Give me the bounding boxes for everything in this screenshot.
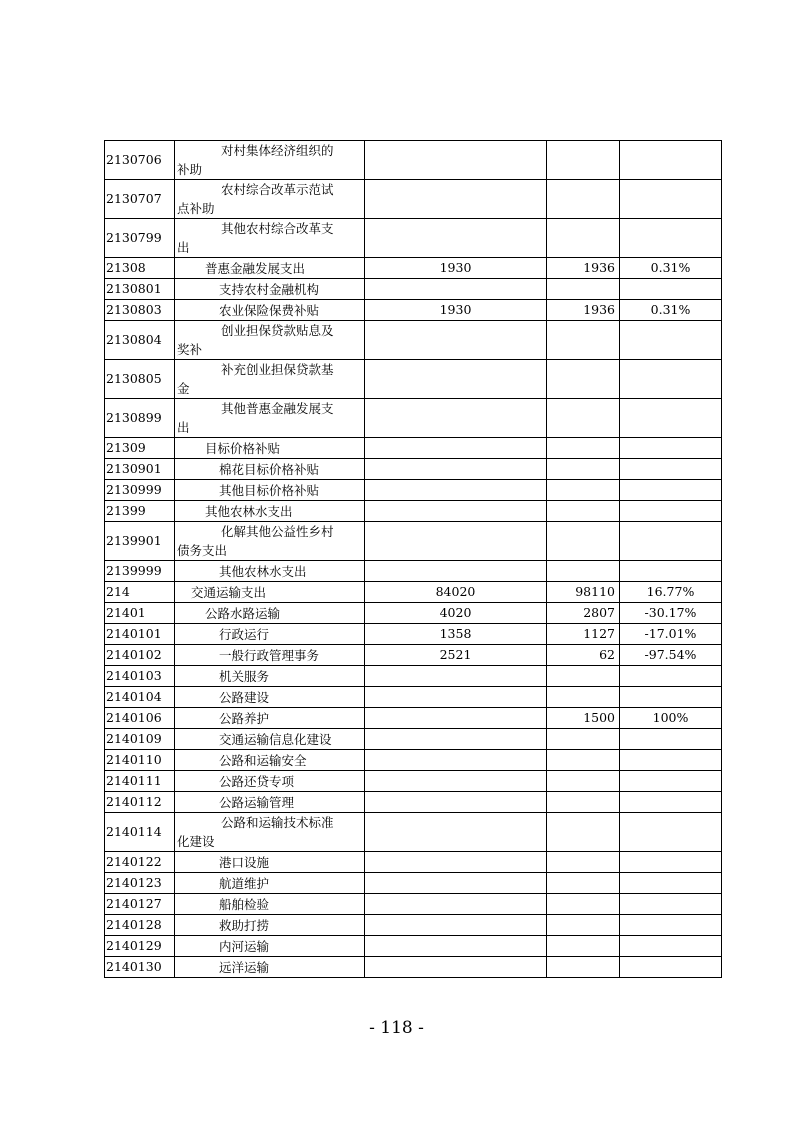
row-value-budget xyxy=(365,480,547,501)
row-name: 公路还贷专项 xyxy=(175,771,365,792)
row-name: 棉花目标价格补贴 xyxy=(175,459,365,480)
row-change-percent: -17.01% xyxy=(620,624,722,645)
row-change-percent xyxy=(620,501,722,522)
row-value-current xyxy=(547,666,620,687)
row-change-percent xyxy=(620,792,722,813)
row-change-percent: -30.17% xyxy=(620,603,722,624)
row-name: 支持农村金融机构 xyxy=(175,279,365,300)
table-row xyxy=(105,582,722,603)
row-code: 2130804 xyxy=(105,321,175,360)
row-value-current xyxy=(547,522,620,561)
table-row xyxy=(105,459,722,480)
row-name: 船舶检验 xyxy=(175,894,365,915)
row-code: 2140110 xyxy=(105,750,175,771)
table-row xyxy=(105,645,722,666)
row-change-percent xyxy=(620,141,722,180)
row-code: 2140104 xyxy=(105,687,175,708)
row-value-current: 62 xyxy=(547,645,620,666)
row-code: 2140106 xyxy=(105,708,175,729)
row-value-current xyxy=(547,480,620,501)
row-code: 2140128 xyxy=(105,915,175,936)
row-name-line2: 点补助 xyxy=(177,201,215,216)
table-row xyxy=(105,771,722,792)
row-value-current: 1127 xyxy=(547,624,620,645)
row-change-percent xyxy=(620,459,722,480)
row-value-current xyxy=(547,750,620,771)
row-name: 公路水路运输 xyxy=(175,603,365,624)
row-name: 公路运输管理 xyxy=(175,792,365,813)
row-name-line2: 补助 xyxy=(177,162,203,177)
table-row xyxy=(105,522,722,561)
row-change-percent xyxy=(620,360,722,399)
row-value-current xyxy=(547,894,620,915)
row-value-current xyxy=(547,687,620,708)
row-value-budget xyxy=(365,399,547,438)
row-change-percent xyxy=(620,219,722,258)
row-name-line1: 公路和运输技术标准 xyxy=(221,815,334,830)
row-code: 2140101 xyxy=(105,624,175,645)
row-name-line2: 债务支出 xyxy=(177,543,228,558)
row-code: 2140103 xyxy=(105,666,175,687)
row-value-budget: 4020 xyxy=(365,603,547,624)
page-number: - 118 - xyxy=(369,1018,424,1038)
row-value-current xyxy=(547,438,620,459)
table-row xyxy=(105,894,722,915)
row-name-line1: 化解其他公益性乡村 xyxy=(221,524,334,539)
row-value-budget xyxy=(365,219,547,258)
row-code: 214 xyxy=(105,582,175,603)
row-value-budget xyxy=(365,141,547,180)
row-code: 2130801 xyxy=(105,279,175,300)
row-change-percent xyxy=(620,561,722,582)
row-name: 机关服务 xyxy=(175,666,365,687)
row-change-percent xyxy=(620,321,722,360)
table-row xyxy=(105,438,722,459)
row-value-current xyxy=(547,771,620,792)
row-name: 航道维护 xyxy=(175,873,365,894)
row-name: 一般行政管理事务 xyxy=(175,645,365,666)
row-name: 远洋运输 xyxy=(175,957,365,978)
row-code: 2130901 xyxy=(105,459,175,480)
row-change-percent xyxy=(620,399,722,438)
row-code: 21399 xyxy=(105,501,175,522)
row-code: 2130805 xyxy=(105,360,175,399)
table-row xyxy=(105,141,722,180)
row-value-current: 2807 xyxy=(547,603,620,624)
row-value-current xyxy=(547,792,620,813)
row-value-budget: 1930 xyxy=(365,300,547,321)
row-value-current xyxy=(547,321,620,360)
row-name xyxy=(175,360,365,399)
row-change-percent xyxy=(620,279,722,300)
row-value-budget xyxy=(365,957,547,978)
row-value-budget xyxy=(365,438,547,459)
table-row xyxy=(105,219,722,258)
row-value-current xyxy=(547,729,620,750)
table-row xyxy=(105,792,722,813)
row-name xyxy=(175,141,365,180)
table-row xyxy=(105,687,722,708)
row-code: 2140102 xyxy=(105,645,175,666)
row-value-current xyxy=(547,501,620,522)
row-value-current xyxy=(547,957,620,978)
row-name xyxy=(175,219,365,258)
row-code: 2140122 xyxy=(105,852,175,873)
row-name xyxy=(175,522,365,561)
row-value-budget xyxy=(365,687,547,708)
row-change-percent xyxy=(620,771,722,792)
row-code: 2130899 xyxy=(105,399,175,438)
row-code: 2140123 xyxy=(105,873,175,894)
row-name: 公路建设 xyxy=(175,687,365,708)
table-row xyxy=(105,501,722,522)
row-value-current: 1500 xyxy=(547,708,620,729)
row-value-current: 98110 xyxy=(547,582,620,603)
table-row xyxy=(105,480,722,501)
row-value-budget xyxy=(365,561,547,582)
row-name: 救助打捞 xyxy=(175,915,365,936)
row-change-percent xyxy=(620,915,722,936)
row-code: 21309 xyxy=(105,438,175,459)
table-row xyxy=(105,561,722,582)
budget-table xyxy=(104,140,722,978)
row-value-budget xyxy=(365,894,547,915)
row-value-budget xyxy=(365,279,547,300)
row-name-line1: 创业担保贷款贴息及 xyxy=(221,323,334,338)
row-name-line1: 补充创业担保贷款基 xyxy=(221,362,334,377)
row-code: 2130707 xyxy=(105,180,175,219)
row-change-percent xyxy=(620,687,722,708)
row-value-budget xyxy=(365,321,547,360)
row-value-budget xyxy=(365,708,547,729)
row-value-current xyxy=(547,219,620,258)
row-change-percent xyxy=(620,873,722,894)
row-name xyxy=(175,180,365,219)
row-change-percent xyxy=(620,438,722,459)
row-value-current xyxy=(547,915,620,936)
row-value-budget xyxy=(365,180,547,219)
row-value-current xyxy=(547,936,620,957)
row-name: 目标价格补贴 xyxy=(175,438,365,459)
row-name-line1: 农村综合改革示范试 xyxy=(221,182,334,197)
row-value-budget xyxy=(365,459,547,480)
row-value-budget xyxy=(365,750,547,771)
row-code: 2130799 xyxy=(105,219,175,258)
row-change-percent: 16.77% xyxy=(620,582,722,603)
row-value-current xyxy=(547,459,620,480)
row-name-line2: 出 xyxy=(177,420,190,435)
table-row xyxy=(105,957,722,978)
table-row xyxy=(105,399,722,438)
row-value-current xyxy=(547,141,620,180)
row-name xyxy=(175,813,365,852)
table-row xyxy=(105,915,722,936)
table-row xyxy=(105,300,722,321)
row-value-budget xyxy=(365,729,547,750)
row-change-percent xyxy=(620,750,722,771)
table-row xyxy=(105,624,722,645)
row-name xyxy=(175,321,365,360)
table-row xyxy=(105,750,722,771)
row-value-budget xyxy=(365,666,547,687)
table-row xyxy=(105,852,722,873)
row-name: 交通运输支出 xyxy=(175,582,365,603)
table-row xyxy=(105,666,722,687)
row-value-current xyxy=(547,360,620,399)
row-code: 2140114 xyxy=(105,813,175,852)
row-name-line1: 其他普惠金融发展支 xyxy=(221,401,334,416)
row-name: 普惠金融发展支出 xyxy=(175,258,365,279)
row-code: 2130999 xyxy=(105,480,175,501)
row-value-current xyxy=(547,852,620,873)
row-code: 2139901 xyxy=(105,522,175,561)
row-name-line1: 对村集体经济组织的 xyxy=(221,143,334,158)
row-value-current xyxy=(547,873,620,894)
row-value-budget xyxy=(365,522,547,561)
row-name: 交通运输信息化建设 xyxy=(175,729,365,750)
row-change-percent xyxy=(620,666,722,687)
row-change-percent: 0.31% xyxy=(620,258,722,279)
row-change-percent xyxy=(620,522,722,561)
row-value-current: 1936 xyxy=(547,300,620,321)
row-value-budget xyxy=(365,792,547,813)
row-name: 公路和运输安全 xyxy=(175,750,365,771)
row-change-percent xyxy=(620,894,722,915)
row-change-percent xyxy=(620,813,722,852)
row-code: 2139999 xyxy=(105,561,175,582)
row-name: 内河运输 xyxy=(175,936,365,957)
row-value-budget xyxy=(365,915,547,936)
row-name: 农业保险保费补贴 xyxy=(175,300,365,321)
row-value-current: 1936 xyxy=(547,258,620,279)
row-value-budget xyxy=(365,873,547,894)
table-row xyxy=(105,813,722,852)
row-change-percent xyxy=(620,729,722,750)
row-code: 21401 xyxy=(105,603,175,624)
row-name-line2: 金 xyxy=(177,381,190,396)
table-row xyxy=(105,603,722,624)
row-code: 2130803 xyxy=(105,300,175,321)
table-row xyxy=(105,873,722,894)
row-name-line2: 化建设 xyxy=(177,834,215,849)
row-value-budget: 84020 xyxy=(365,582,547,603)
row-value-budget xyxy=(365,936,547,957)
row-change-percent xyxy=(620,852,722,873)
row-change-percent: 0.31% xyxy=(620,300,722,321)
row-change-percent: -97.54% xyxy=(620,645,722,666)
row-name: 其他农林水支出 xyxy=(175,501,365,522)
table-body xyxy=(105,141,722,978)
row-value-budget xyxy=(365,813,547,852)
row-code: 2140109 xyxy=(105,729,175,750)
table-row xyxy=(105,279,722,300)
row-change-percent xyxy=(620,180,722,219)
row-value-budget: 1358 xyxy=(365,624,547,645)
row-value-budget xyxy=(365,771,547,792)
row-value-current xyxy=(547,399,620,438)
row-name: 其他目标价格补贴 xyxy=(175,480,365,501)
table-row xyxy=(105,180,722,219)
row-value-budget xyxy=(365,852,547,873)
row-code: 2140112 xyxy=(105,792,175,813)
row-value-current xyxy=(547,279,620,300)
row-value-current xyxy=(547,813,620,852)
table-row xyxy=(105,708,722,729)
row-change-percent xyxy=(620,936,722,957)
row-value-current xyxy=(547,180,620,219)
row-code: 2140129 xyxy=(105,936,175,957)
row-value-current xyxy=(547,561,620,582)
table-row xyxy=(105,360,722,399)
row-name: 行政运行 xyxy=(175,624,365,645)
row-value-budget xyxy=(365,501,547,522)
row-value-budget xyxy=(365,360,547,399)
row-value-budget: 2521 xyxy=(365,645,547,666)
row-name: 港口设施 xyxy=(175,852,365,873)
row-code: 2140130 xyxy=(105,957,175,978)
row-name-line2: 出 xyxy=(177,240,190,255)
row-code: 2140111 xyxy=(105,771,175,792)
table-row xyxy=(105,729,722,750)
table-row xyxy=(105,321,722,360)
row-name-line1: 其他农村综合改革支 xyxy=(221,221,334,236)
row-code: 2130706 xyxy=(105,141,175,180)
row-change-percent xyxy=(620,957,722,978)
row-code: 21308 xyxy=(105,258,175,279)
row-code: 2140127 xyxy=(105,894,175,915)
row-name xyxy=(175,399,365,438)
table-row xyxy=(105,258,722,279)
table-row xyxy=(105,936,722,957)
row-name: 其他农林水支出 xyxy=(175,561,365,582)
row-name: 公路养护 xyxy=(175,708,365,729)
row-value-budget: 1930 xyxy=(365,258,547,279)
row-change-percent: 100% xyxy=(620,708,722,729)
row-name-line2: 奖补 xyxy=(177,342,203,357)
row-change-percent xyxy=(620,480,722,501)
